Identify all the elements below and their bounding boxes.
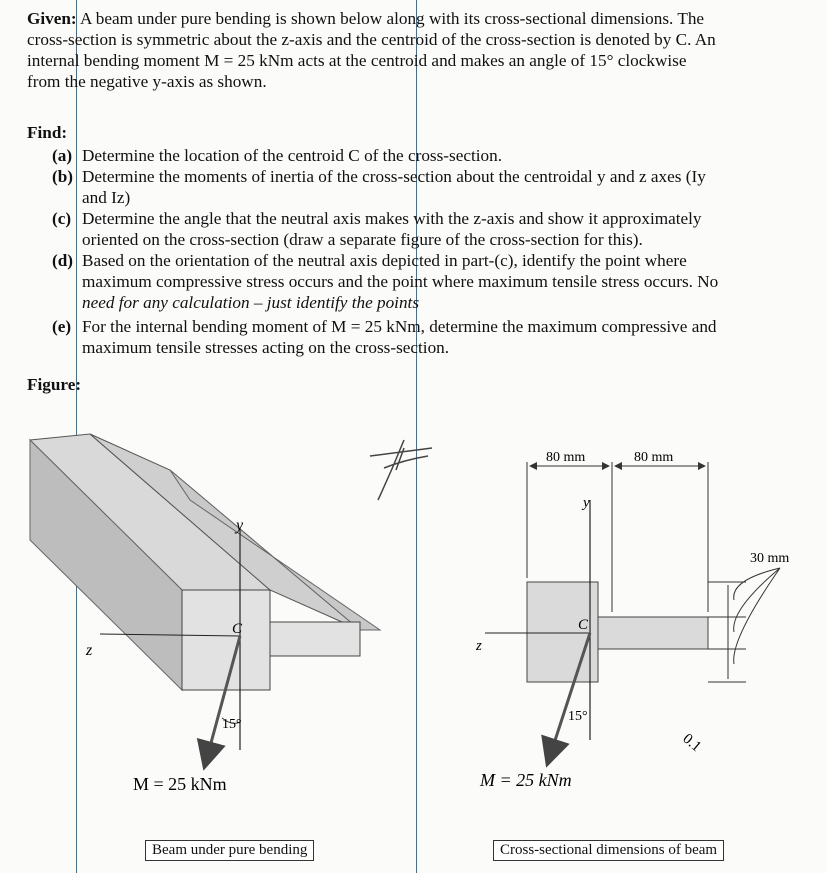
item-line: Based on the orientation of the neutral axis depicted in part-(c), identify the point where: [82, 251, 687, 270]
given-line-2: cross-section is symmetric about the z-axis and the centroid of the cross-section is denoted by C. An: [27, 30, 716, 49]
item-line: oriented on the cross-section (draw a separate figure of the cross-section for this).: [82, 230, 643, 249]
right-centroid-label: C: [578, 617, 589, 633]
beam-3d: [30, 434, 380, 690]
left-centroid-label: C: [232, 621, 243, 637]
item-line: and Iz): [82, 188, 131, 207]
right-y-label: y: [583, 495, 590, 511]
scribble-mark: [370, 440, 432, 500]
right-angle-label: 15°: [568, 709, 588, 724]
given-line-3: internal bending moment M = 25 kNm acts at the centroid and makes an angle of 15° clockwise: [27, 51, 687, 70]
cross-section: [527, 582, 708, 682]
item-line: maximum compressive stress occurs and the point where maximum tensile stress occurs. No: [82, 272, 719, 291]
figure-heading: Figure:: [27, 375, 82, 394]
given-label: Given:: [27, 9, 77, 28]
right-z-label: z: [476, 638, 482, 654]
item-line: need for any calculation – just identify the points: [82, 293, 420, 312]
item-label: (c): [52, 209, 72, 228]
right-moment-label: M = 25 kNm: [480, 770, 572, 790]
dim-label-right: 80 mm: [634, 450, 674, 465]
item-label: (a): [52, 146, 73, 165]
right-figure-caption: Cross-sectional dimensions of beam: [493, 840, 724, 861]
left-y-label: y: [236, 517, 244, 534]
item-line: Determine the location of the centroid C of the cross-section.: [82, 146, 503, 165]
left-moment-label: M = 25 kNm: [133, 774, 227, 794]
left-z-label: z: [86, 642, 93, 659]
item-label: (d): [52, 251, 74, 270]
left-figure-caption: Beam under pure bending: [145, 840, 314, 861]
left-angle-label: 15°: [222, 717, 242, 732]
dim-label-height: 30 mm: [750, 551, 790, 566]
item-label: (e): [52, 317, 72, 336]
given-line-4: from the negative y-axis as shown.: [27, 72, 267, 91]
given-line-1: A beam under pure bending is shown below along with its cross-sectional dimensions. The: [76, 9, 705, 28]
find-heading: Find:: [27, 123, 68, 142]
dim-label-left: 80 mm: [546, 450, 586, 465]
handwritten-annotation: 0.1: [679, 730, 705, 756]
item-label: (b): [52, 167, 74, 186]
item-line: maximum tensile stresses acting on the cross-section.: [82, 338, 450, 357]
item-line: Determine the angle that the neutral axis makes with the z-axis and show it approximately: [82, 209, 702, 228]
item-line: For the internal bending moment of M = 25 kNm, determine the maximum compressive and: [82, 317, 717, 336]
item-line: Determine the moments of inertia of the cross-section about the centroidal y and z axes (Iy: [82, 167, 706, 186]
